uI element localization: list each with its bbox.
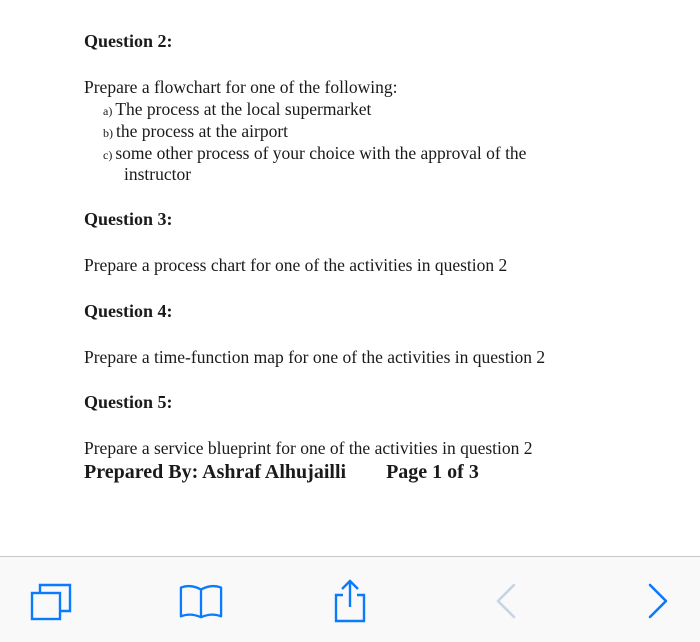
tabs-button[interactable] (30, 579, 74, 623)
option-c-text: some other process of your choice with the approval of the (115, 143, 527, 163)
back-chevron-icon (494, 581, 518, 621)
document-footer (84, 461, 479, 483)
tabs-icon (30, 581, 74, 621)
question-2-prompt: Prepare a flowchart for one of the following: (84, 77, 398, 97)
bookmarks-button[interactable] (179, 579, 223, 623)
option-c-marker: c) (103, 148, 116, 162)
question-3-text: Prepare a process chart for one of the activities in question 2 (84, 255, 508, 275)
option-c (103, 143, 526, 165)
question-4-text: Prepare a time-function map for one of the activities in question 2 (84, 347, 546, 367)
option-a-text: The process at the local supermarket (115, 99, 372, 119)
share-icon (330, 579, 370, 623)
prepared-by: Prepared By: Ashraf Alhujailli (84, 461, 347, 483)
option-a-marker: a) (103, 104, 116, 118)
question-4-heading: Question 4: (84, 301, 173, 321)
page-number: Page 1 of 3 (386, 461, 479, 483)
forward-chevron-icon (646, 581, 670, 621)
question-2-heading: Question 2: (84, 31, 173, 51)
bookmarks-icon (179, 581, 223, 621)
option-a (103, 99, 371, 121)
bottom-toolbar (0, 556, 700, 642)
option-c-continuation: instructor (124, 164, 192, 184)
share-button[interactable] (328, 579, 372, 623)
forward-button[interactable] (636, 579, 680, 623)
option-b (103, 121, 288, 143)
back-button[interactable] (484, 579, 528, 623)
question-3-heading: Question 3: (84, 209, 173, 229)
question-5-text: Prepare a service blueprint for one of the activities in question 2 (84, 438, 533, 458)
question-5-heading: Question 5: (84, 392, 173, 412)
option-b-marker: b) (103, 126, 116, 140)
option-b-text: the process at the airport (116, 121, 289, 141)
